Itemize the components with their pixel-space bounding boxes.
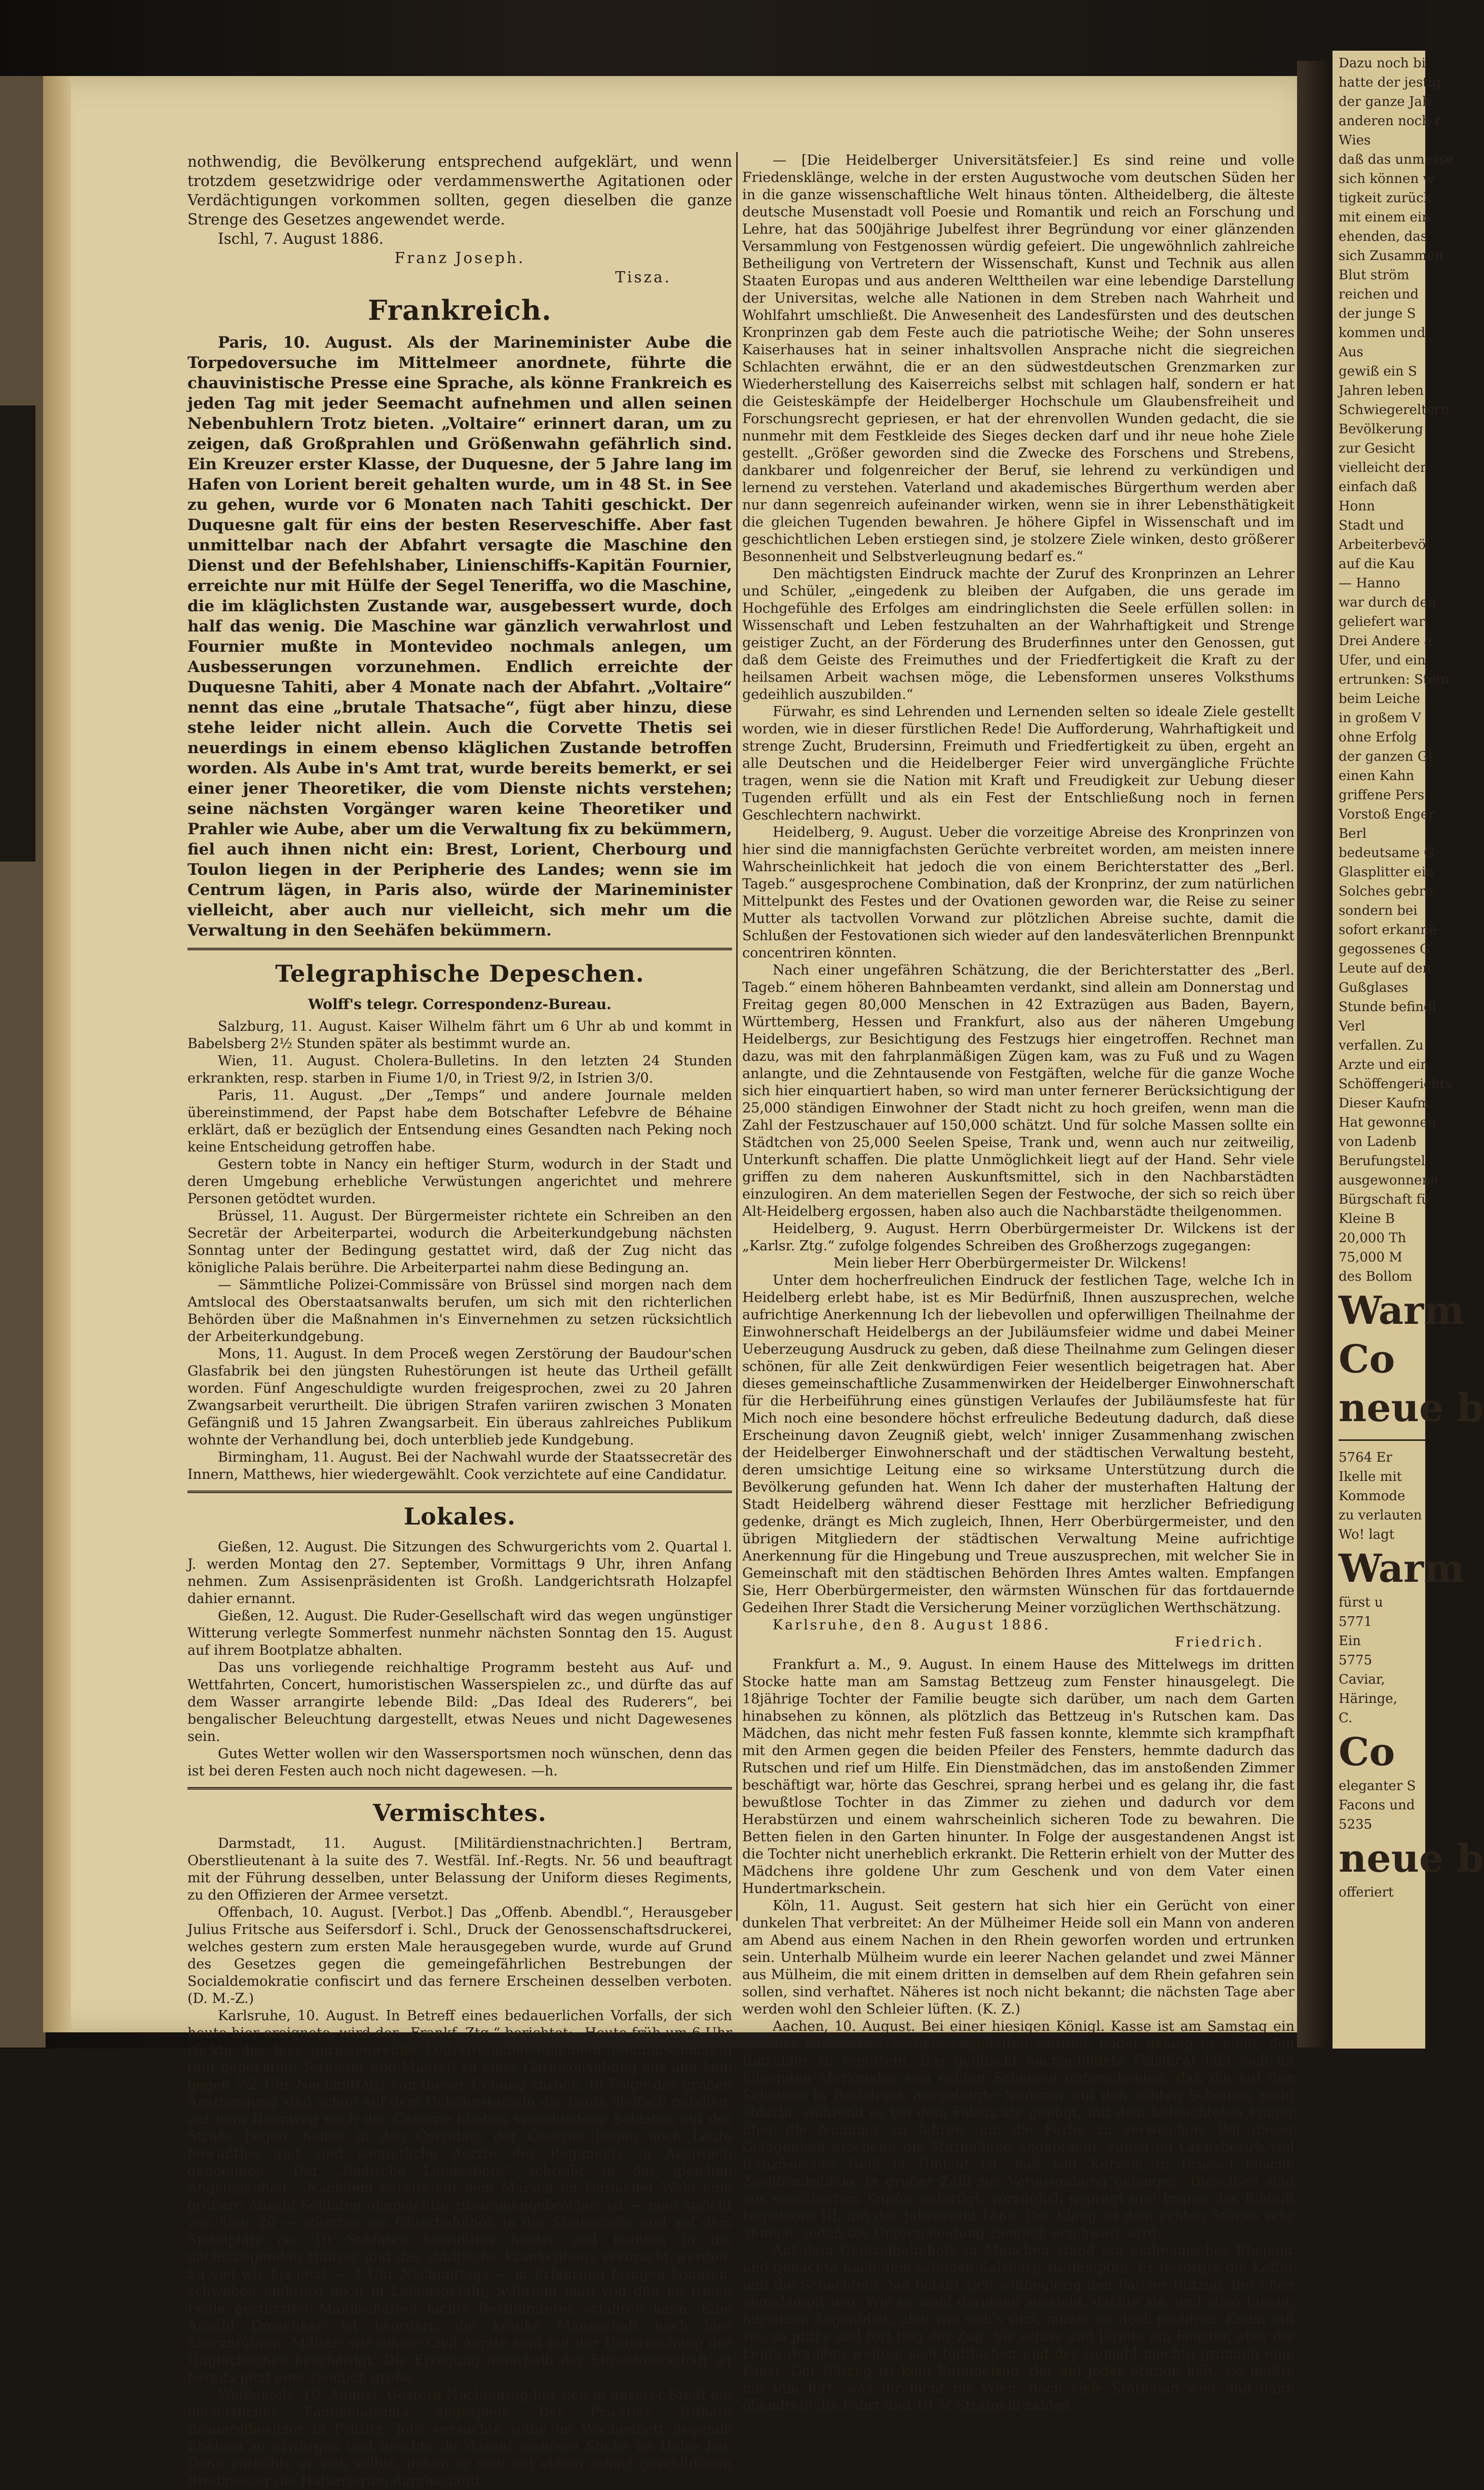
column-divider [736,152,738,1921]
adjacent-text-line: Leute auf den [1339,961,1431,976]
heidelberg-report: Heidelberg, 9. August. Ueber die vorzeitige Abreise des Kronprinzen von hier sind die mannigfachsten Gerüchte verbreitet worden, am meisten innere Wahrscheinlichkeit hat jedoch die von einem Berichterstatter des „Berl. Tageb.“ ausgesprochene Combination, daß der Kronprinz, der zum natürlichen Mittelpunkt des Festes und der Ovationen geworden war, die Reise zu seiner Mutter als tactvollen Vorwand zur plötzlichen Abreise suchte, damit die Schlußen der Festovationen sich wieder auf den landesväterlichen Brennpunkt concentriren könnten. [742,825,1295,961]
adjacent-text-line: sich Zusammen [1339,248,1443,264]
muenchen-article: Auf dem Centralbahnhofe in München stand ein einheimisches Ehepaar und gedachte nach dem schönen Salzburg zu dampfen. Er besorgte die Koffer und die Schachteln. Sie befaßt sich wißbegierig den Pariser Blitzug, der eben angedampft war. Wie es wohl darinnen aussieht, dachte sie, und stieg hinein; nur einen Augenblick, aber wie sich's sitzt, mußte sie doch probiren. Kaum saß sie, so pfiff's und fort flog der Zug. Sie schrie und lärmte am Fenster, aber die Leute draußen wollten sich todtlachen und der Gemahl machte grimmig eine Faust. Der Blitzug ist kein Bummelzug, der auf jeder Station hält; sie mußte mit ihm fort, was ihr nicht bis Wien, doch viele Stationen weit und dann obendrein die Fahrt und 10 ℳ Strafgeld zahlen. [742,2243,1295,2413]
adjacent-text-line: Co [1339,1336,1395,1382]
left-page-edge [0,76,46,2048]
adjacent-text-line: Warm [1339,1288,1465,1333]
vermischtes-item: Offenbach, 10. August. [Verbot.] Das „Offenb. Abendbl.“, Herausgeber Julius Fritsche aus Seifersdorf i. Schl., Druck der Genossenschaftsdruckerei, welches gestern zum ersten Male herausgegeben wurde, wurde auf Grund des Gesetzes gegen die gemeingefährlichen Bestrebungen der Socialdemokratie confiscirt und das fernere Erscheinen desselben verboten. (D. M.-Z.) [187,1905,732,2006]
vermischtes-item: Karlsruhe, 10. August. In Betreff eines bedauerlichen Vorfalls, der sich heute hier ereignete, wird der „Frankf. Ztg.“ berichtet: „Heute früh um 6 Uhr rückte das hier garnisonirende Leib-Grenadier-Regiment feldmarschmäßig (mit gepacktem Tornister und Mantel) zu einer Garnisonsübung aus und kam gegen ½2 Uhr Nachmittags von dieser Uebung zurück. In Folge der großen Anstrengung sind schon auf dem Uebungsterrain die Leute vielfach gefallen, auf dem Heimweg nach der Caserne blieben verschiedene Soldaten auf der Straße liegen. Selbst in den Corridors der Caserne liegen noch Leute bewußtlos und sind sämmtliche Aerzte des Regiments in Anspruch genommen.“ Der „Badische Landesbote“ schreibt in der gleichen Angelegenheit: „Nachdem bereits auf dem Marsch im Durlacher Wald eine größere Anzahl Soldaten ohnmächtig zusammengebrochen ist — man spricht von über 20 — stürzten am Güterbahnhof, in der Steinstraße und auf dem Spitalplatz ca. 10 Soldaten bewußtlos nieder und mußten in die nächstliegenden Häuser und das städtische Krankenhaus verbracht werden. So viel wir bis jetzt — 3 Uhr Nachmittags — in Erfahrung bringen konnten, schweben mehrere noch in Lebensgefahr, während man von den im freien Felde gestürzten Mannschaften nichts Bestimmteres erfahren kann. Eine Anzahl Droschken ist beordert, die kranke Mannschaft nach hier überzuführen. Militär- wie einige Civil-Aerzte sind mit der Untersuchung der Unglücklichen beschäftigt. Die Erregung innerhalb der Einwohnerschaft ist bereits jetzt eine ziemlich große. [187,2008,732,2386]
telegraph-list [187,1018,732,1483]
adjacent-text-line: Stadt und [1339,518,1404,533]
adjacent-page-fragment [1333,51,1484,2049]
heidelberg-feier-paragraph: — [Die Heidelberger Universitätsfeier.] Es sind reine und volle Friedensklänge, welche in der ersten Augustwoche vom deutschen Süden her in die ganze wissenschaftliche Welt hinaus tönten. Altheidelberg, die älteste deutsche Musenstadt voll Poesie und Romantik und reich an Forschung und Lehre, hat das 500jährige Jubelfest ihrer Begründung vor einer glänzenden Versammlung von Festgenossen würdig gefeiert. Die ungewöhnlich zahlreiche Betheiligung von Vertretern der Wissenschaft, Kunst und Technik aus allen Staaten Europas und aus anderen Welttheilen war eine lebendige Darstellung der Universitas, welche alle Nationen in dem Streben nach Wahrheit und Wohlfahrt umschließt. Die Anwesenheit des Landesfürsten und des deutschen Kronprinzen gab dem Feste auch die patriotische Weihe; der Sohn unseres Kaiserhauses hat in seiner inhaltsvollen Ansprache nicht die siegreichen Schlachten erwähnt, die er an den südwestdeutschen Grenzmarken zur Wiederherstellung des Kaiserreichs selbst mit schlagen half, sondern er hat die Geisteskämpfe der Heidelberger Hochschule um Glaubensfreiheit und Forschungsrecht gepriesen, er hat der ehrenvollen Wunden gedacht, die sie nunmehr mit dem Festkleide des Sieges decken darf und ihr neue hohe Ziele gestellt. „Größer geworden sind die Zwecke des Forschens und Strebens, dankbarer und folgenreicher der Beruf, sie lehrend zu verkündigen und lernend zu verstehen. Vaterland und akademisches Bürgerthum werden aber nur dann segenreich aufeinander wirken, wenn sie in ihrer Lebensthätigkeit die gleichen Tugenden bewahren. Je höhere Gipfel in Wissenschaft und im geschichtlichen Leben erstiegen sind, je stolzere Ziele winken, desto größerer Besonnenheit und Selbstverleugnung bedarf es.“ [742,153,1295,565]
adjacent-text-line: beim Leiche [1339,691,1420,707]
lokales-item: Gutes Wetter wollen wir den Wassersportsmen noch wünschen, denn das ist bei deren Festen auch noch nicht dagewesen. —h. [187,1746,732,1779]
adjacent-text-line: Honn [1339,499,1375,514]
adjacent-text-line: anderen noch r [1339,114,1441,129]
adjacent-rule [1339,1439,1425,1441]
telegraph-item: Gestern tobte in Nancy ein heftiger Sturm, wodurch in der Stadt und deren Umgebung erhebliche Verwüstungen angerichtet und mehrere Personen getödtet wurden. [187,1157,732,1207]
adjacent-ad-line: C. [1339,1711,1353,1726]
adjacent-text-line: Dieser Kaufm [1339,1096,1430,1111]
adjacent-text-line: von Ladenb [1339,1134,1417,1149]
adjacent-text-line: gegossenes G [1339,942,1430,957]
telegraph-item: Paris, 11. August. „Der „Temps“ und andere Journale melden übereinstimmend, der Papst habe dem Botschafter Lefebvre de Béhaine erklärt, daß er bezüglich der Entsendung eines Gesandten nach Peking noch keine Entscheidung getroffen habe. [187,1088,732,1155]
adjacent-text-line: Glasplitter ein [1339,865,1434,880]
adjacent-text-line: der ganzen Gl [1339,749,1432,764]
adjacent-text-line: Arzte und ein [1339,1057,1429,1072]
adjacent-text-line: geliefert war [1339,614,1425,629]
lokales-item: Das uns vorliegende reichhaltige Programm besteht aus Auf- und Wettfahrten, Concert, humoristischen Wasserspielen zc., und dürfte das auf dem Wasser arrangirte lebende Bild: „Das Ideal des Ruderers“, bei bengalischer Beleuchtung dargestellt, etwas Neues und nicht Dagewesenes sein. [187,1660,732,1744]
adjacent-page-text [1333,51,1484,1902]
aachen-article: Aachen, 10. August. Bei einer hiesigen Königl. Kasse ist am Samstag ein falscher Hundertmarkschein angehalten worden; leider gelang es nicht, den Einzahler zu ermitteln. Das gefälscht nachgebildete Falsificat läßt sich an folgenden Merkmalen von echten Scheinen unterscheiden, daß die auf den Scheinen in Rothdruck ausgeführte Nummer auf den echten Scheinen nicht abfärbt, während es bei dem Falsificate genügt, mit dem befeuchteten Finger über die Nummer zu fahren, um die Farbe zu verwischen. Bei dieser Gelegenheit erscheint die Mittheilung angebracht, zumal im Grenzbezirk viel französisches Geld in Umlauf ist, daß seit Kurzem in Brüssel falsche Zweifrankstücke in großer Zahl zur Verausgabung gelangen. Dieselben sind aus versilbertem Kupfer gefertigt, vorzüglich geprägt und tragen das Bildniß Napoleons III. mit der Jahreszahl 1868. Der Klang ist dem echten Stücke sehr ähnlich, sodaß die Unterscheidung ziemlich erschwert wird. [742,2019,1295,2241]
adjacent-text-line: Berufungstel [1339,1154,1425,1169]
adjacent-text-line: 75,000 M [1339,1250,1402,1265]
adjacent-text-line: Kleine B [1339,1211,1395,1227]
adjacent-ad-line: Warm [1339,1546,1465,1591]
adjacent-text-line: hatte der jestig [1339,75,1441,90]
section-rule [187,1787,732,1790]
adjacent-ad-line: eleganter S [1339,1778,1416,1794]
adjacent-text-line: war durch den [1339,595,1436,610]
section-heading-telegraph: Telegraphische Depeschen. [275,960,644,987]
adjacent-text-line: einfach daß [1339,479,1417,495]
left-column [187,152,732,2490]
adjacent-text-line: griffene Pers [1339,788,1425,803]
adjacent-ad-line: Caviar, [1339,1672,1385,1687]
adjacent-text-line: auf die Kau [1339,556,1415,572]
adjacent-ad-line: 5775 [1339,1653,1373,1668]
adjacent-text-line: Vorstoß Enger [1339,807,1435,822]
adjacent-text-line: Gußglases [1339,980,1409,995]
adjacent-text-line: Dazu noch bi [1339,56,1426,71]
adjacent-text-line: der junge S [1339,306,1416,321]
adjacent-text-line: ausgewonnene [1339,1173,1438,1188]
adjacent-text-line: Verl [1339,1019,1365,1034]
adjacent-text-line: Drei Andere a [1339,634,1432,649]
adjacent-ad-line: zu verlauten [1339,1508,1422,1523]
adjacent-text-line: sondern bei [1339,903,1418,918]
section-heading-frankreich: Frankreich. [368,294,552,326]
telegraph-item: Wien, 11. August. Cholera-Bulletins. In den letzten 24 Stunden erkrankten, resp. starben in Fiume 1/0, in Triest 9/2, in Istrien 3/0. [187,1053,732,1086]
adjacent-ad-line: 5764 Er [1339,1450,1392,1465]
adjacent-text-line: tigkeit zurück [1339,191,1432,206]
section-subheading-wolff: Wolff's telegr. Correspondenz-Bureau. [308,996,612,1013]
section-heading-lokales: Lokales. [403,1503,516,1530]
adjacent-text-line: gewiß ein S [1339,364,1417,379]
signature-tisza: Tisza. [615,269,671,286]
section-heading-vermischtes: Vermischtes. [373,1799,547,1827]
adjacent-text-line: ertrunken: Stein [1339,672,1449,687]
adjacent-ad-line: Wo! lagt [1339,1527,1395,1542]
adjacent-text-line: bedeutsame G [1339,845,1435,861]
intro-text: nothwendig, die Bevölkerung entsprechend aufgeklärt, und wenn trotzdem gesetzwidrige oder verdammenswerthe Agitationen oder Verdächtigungen vorkommen sollten, gegen dieselben die ganze Strenge des Gesetzes angewendet werde. [187,153,732,228]
adjacent-text-line: einen Kahn [1339,768,1415,784]
heidelberg-report: Nach einer ungefähren Schätzung, die der Berichterstatter des „Berl. Tageb.“ einem höheren Bahnbeamten verdankt, sind allein am Donnerstag und Freitag gegen 80,000 Menschen in 42 Extrazügen aus Baden, Bayern, Württemberg, Hessen und Frankfurt, also aus der näheren Umgebung Heidelbergs, zur Besichtigung des Festzugs hier eingetroffen. Rechnet man dazu, was mit den fahrplanmäßigen Zügen kam, was zu Fuß und zu Wagen anlangte, und die Zehntausende von Festgäften, welche für die ganze Woche sich hier einquartiert haben, so wird man unter fernerer Berücksichtigung der 25,000 ständigen Einwohner der Stadt nicht zu hoch greifen, wenn man die Zahl der Festzuschauer auf 150,000 schätzt. Und für solche Massen sollte ein Städtchen von 25,000 Seelen Speise, Trank und, wenn auch nur zeitweilig, Unterkunft schaffen. Die platte Unmöglichkeit liegt auf der Hand. Sehr viele griffen zu dem naheren Auskunftsmittel, sich in den Nachbarstädten einzulogiren. An dem materiellen Segen der Festwoche, der sich so reich über Alt-Heidelberg ergossen, haben also auch die Nachbarstädte theilgenommen. [742,962,1295,1219]
adjacent-ad-line: Co [1339,1729,1395,1774]
adjacent-text-line: des Bollom [1339,1269,1413,1284]
section-rule [187,948,732,950]
lokales-item: Gießen, 12. August. Die Sitzungen des Schwurgerichts vom 2. Quartal l. J. werden Montag den 27. September, Vormittags 9 Uhr, ihren Anfang nehmen. Zum Assisenpräsidenten ist Großh. Landgerichtsrath Holzapfel dahier ernannt. [187,1539,732,1607]
letter-signature: Friedrich. [1174,1634,1264,1650]
adjacent-text-line: ehenden, das [1339,229,1428,244]
adjacent-ad-line: Ikelle mit [1339,1469,1402,1484]
adjacent-text-line: Schwiegereltern [1339,402,1450,418]
adjacent-text-line: ohne Erfolg [1339,730,1417,745]
letter-body: Unter dem hocherfreulichen Eindruck der festlichen Tage, welche Ich in Heidelberg erlebt habe, ist es Mir Bedürfniß, Ihnen auszusprechen, welche aufrichtige Anerkennung Ich der liebevollen und opferwilligen Theilnahme der Einwohnerschaft Heidelbergs an der Jubiläumsfeier widme und dabei Meiner Ueberzeugung Ausdruck zu geben, daß diese Theilnahme zum Gelingen dieser schönen, für alle Zeit denkwürdigen Feier wesentlich beigetragen hat. Aber dieses gemeinschaftliche Zusammenwirken der Heidelberger Einwohnerschaft für die Herbeiführung eines günstigen Verlaufes der Jubiläumsfeste hat für Mich noch eine besondere höchst erfreuliche Bedeutung dadurch, daß diese Erscheinung davon Zeugniß giebt, welch' inniger Zusammenhang zwischen der Heidelberger Einwohnerschaft und der städtischen Verwaltung besteht, deren umsichtige Leitung eine so wirksame Unterstützung durch die Bevölkerung gefunden hat. Wenn Ich daher der musterhaften Haltung der Stadt Heidelberg während dieser Festtage mit herzlicher Befriedigung gedenke, drängt es Mich zugleich, Ihnen, Herr Oberbürgermeister, und den übrigen Mitgliedern der städtischen Verwaltung Meine aufrichtige Anerkennung für die Hingebung und Treue auszusprechen, mit welcher Sie in Gemeinschaft mit den städtischen Behörden Ihres Amtes walten. Empfangen Sie, Herr Oberbürgermeister, den wärmsten Wünschen für das fortdauernde Gedeihen Ihrer Stadt die Versicherung Meiner vorzüglichen Werthschätzung. [742,1273,1295,1616]
adjacent-text-line: verfallen. Zu [1339,1038,1424,1053]
adjacent-text-line: Wies [1339,133,1371,148]
adjacent-text-line: — Hanno [1339,576,1400,591]
telegraph-item: Brüssel, 11. August. Der Bürgermeister richtete ein Schreiben an den Secretär der Arbeiterpartei, wodurch die Arbeiterkundgebung nächsten Sonntag unter der Bedingung gestattet wird, daß der Zug nicht das königliche Palais berühre. Die Arbeiterpartei nahm diese Bedingung an. [187,1208,732,1276]
signature-emperor: Franz Joseph. [394,249,525,267]
adjacent-text-line: sich können w [1339,171,1434,187]
frankfurt-article: Frankfurt a. M., 9. August. In einem Hause des Mittelwegs im dritten Stocke hatte man am Samstag Bettzeug zum Fenster hinausgelegt. Die 18jährige Tochter der Familie beugte sich darüber, um nach dem Garten hinabsehen zu können, als plötzlich das Bettzeug in's Rutschen kam. Das Mädchen, das nicht mehr festen Fuß fassen konnte, klemmte sich krampfhaft mit den Armen gegen die beiden Pfeiler des Fensters, hemmte dadurch das Rutschen und rief um Hilfe. Ein Dienstmädchen, das im anstoßenden Zimmer beschäftigt war, hörte das Geschrei, sprang herbei und es gelang ihr, die fast bewußtlose Tochter in das Zimmer zu ziehen und dadurch vor dem Herabstürzen und einem wahrscheinlich sicheren Tode zu bewahren. Die Betten fielen in den Garten hinunter. In Folge der ausgestandenen Angst ist die Tochter nicht unerheblich erkrankt. Die Retterin erhielt von der Mutter des Mädchens ihre goldene Uhr zum Geschenk und von dem Vater einen Hundertmarkschein. [742,1657,1295,1897]
adjacent-ad-line: Kommode [1339,1489,1405,1504]
left-page-damage [0,405,35,862]
adjacent-ad-line: 5771 [1339,1614,1373,1629]
heidelberg-feier-paragraph: Fürwahr, es sind Lehrenden und Lernenden selten so ideale Ziele gestellt worden, wie in dieser fürstlichen Rede! Die Aufforderung, Wahrhaftigkeit und strenge Zucht, Brudersinn, Freimuth und Friedfertigkeit zu üben, ergeht an alle Deutschen und die Heidelberger Feier wird unvergängliche Früchte tragen, wenn sie die Nation mit Kraft und Freudigkeit zur Uebung dieser Tugenden erfüllt und als ein Fest der Entschließung noch in fernen Geschlechtern nachwirkt. [742,704,1295,823]
vermischtes-item: Weißenfels, 10. August. Gestern Nachmittag hat sich in unserer Stadt ein entsetzliches Familiendrama abgespielt. Der Privatier, frühere Brauereibesitzer in Prittitz, Jehr versuchte seine im Wochenbett liegende Ehefrau zu erwürgen und brachte ihr darauf mehrere Stiche im Halse bei. Dann entleibte er sich selbst, indem er sich mit einem scharf geschliffenen Brodmesser die Halsarterien durchschnitt. [187,2387,732,2489]
adjacent-text-line: Solches gebro [1339,884,1433,899]
adjacent-text-line: vielleicht der [1339,460,1427,475]
place-date: Ischl, 7. August 1886. [218,230,384,247]
vermischtes-item: Darmstadt, 11. August. [Militärdienstnachrichten.] Bertram, Oberstlieutenant à la suite des 7. Westfäl. Inf.-Regts. Nr. 56 und beauftragt mit der Führung desselben, unter Belassung der Uniform dieses Regiments, zu den Offizieren der Armee versetzt. [187,1836,732,1903]
right-column [742,152,1295,2414]
adjacent-ad-line: 5235 [1339,1817,1373,1832]
adjacent-text-line: sofort erkanne [1339,922,1437,938]
adjacent-text-line: Bürgschaft fü [1339,1192,1430,1207]
koeln-article: Köln, 11. August. Seit gestern hat sich hier ein Gerücht von einer dunkelen That verbreitet: An der Mülheimer Heide soll ein Mann von anderen am Abend aus einem Nachen in den Rhein geworfen worden und ertrunken sein. Unterhalb Mülheim wurde ein leerer Nachen gelandet und zwei Männer aus Mülheim, die mit einem dritten in demselben auf dem Rhein gefahren sein sollen, sind verhaftet. Näheres ist noch nicht bekannt; die nächsten Tage aber werden wohl den Schleier lüften. (K. Z.) [742,1898,1295,2017]
adjacent-text-line: Stunde befindl [1339,999,1437,1015]
telegraph-item: Mons, 11. August. In dem Proceß wegen Zerstörung der Baudour'schen Glasfabrik bei den jüngsten Ruhestörungen ist heute das Urtheil gefällt worden. Fünf Angeschuldigte wurden freigesprochen, zwei zu 20 Jahren Zwangsarbeit verurtheilt. Die übrigen Strafen variiren zwischen 3 Monaten Gefängniß und 15 Jahren Zwangsarbeit. Ein überaus zahlreiches Publikum wohnte der Verhandlung bei, doch unterblieb jede Kundgebung. [187,1346,732,1448]
adjacent-text-line: Berl [1339,826,1367,841]
adjacent-text-line: neue b [1339,1385,1484,1430]
lokales-item: Gießen, 12. August. Die Ruder-Gesellschaft wird das wegen ungünstiger Witterung verlegte Sommerfest nunmehr nächsten Sonntag den 15. August auf ihrem Bootplatze abhalten. [187,1608,732,1658]
adjacent-text-line: in großem V [1339,711,1421,726]
adjacent-ad-line: neue b [1339,1836,1484,1881]
adjacent-text-line: mit einem ein [1339,210,1430,225]
letter-place-date: Karlsruhe, den 8. August 1886. [773,1617,1051,1633]
adjacent-text-line: Schöffengerichts [1339,1076,1452,1092]
adjacent-ad-line: Ein [1339,1633,1361,1649]
telegraph-item: Birmingham, 11. August. Bei der Nachwahl wurde der Staatssecretär des Innern, Matthews, hier wiedergewählt. Cook verzichtete auf eine Candidatur. [187,1450,732,1482]
heidelberg-feier-paragraph: Den mächtigsten Eindruck machte der Zuruf des Kronprinzen an Lehrer und Schüler, „eingedenk zu bleiben der Aufgaben, die uns gerade im Hochgefühle des Erfolges am eindringlichsten die Seele erfüllen sollen: in Wissenschaft und Leben festzuhalten an der Wahrhaftigkeit und Strenge geistiger Zucht, an der Förderung des Bruderfinnes unter den Genossen, gut daß dem Geiste des Freimuthes und der Friedfertigkeit die Kraft zu der heilsamen Arbeit wachsen möge, die Lebensformen unseres Volksthums gedeihlich auszubilden.“ [742,566,1295,702]
telegraph-item: Salzburg, 11. August. Kaiser Wilhelm fährt um 6 Uhr ab und kommt in Babelsberg 2½ Stunden später als bestimmt wurde an. [187,1019,732,1052]
adjacent-ad-line: Facons und [1339,1798,1415,1813]
adjacent-text-line: zur Gesicht [1339,441,1415,456]
letter-salutation: Mein lieber Herr Oberbürgermeister Dr. Wilckens! [833,1255,1187,1271]
adjacent-text-line: Jahren leben [1339,383,1424,398]
adjacent-ad-line: fürst u [1339,1595,1383,1610]
telegraph-item: — Sämmtliche Polizei-Commissäre von Brüssel sind morgen nach dem Amtslocal des Oberstaatsanwalts berufen, um sich mit den richterlichen Behörden über die Maßnahmen in's Einvernehmen zu setzen rücksichtlich der Arbeiterkundgebung. [187,1277,732,1345]
vermischtes-list [187,1835,732,2490]
adjacent-text-line: Aus [1339,345,1363,360]
adjacent-text-line: 20,000 Th [1339,1231,1406,1246]
adjacent-text-line: Ufer, und ein [1339,653,1426,668]
lokales-list [187,1539,732,1780]
adjacent-text-line: Arbeiterbevöl [1339,537,1430,552]
adjacent-text-line: kommen und [1339,325,1426,341]
adjacent-text-line: Blut ström [1339,268,1410,283]
adjacent-ad-line: Häringe, [1339,1691,1397,1706]
section-rule [187,1491,732,1493]
frankreich-article: Paris, 10. August. Als der Marineminister Aube die Torpedoversuche im Mittelmeer anordnete, führte die chauvinistische Presse eine Sprache, als könne Frankreich es jeden Tag mit jeder Seemacht aufnehmen und allen seinen Nebenbuhlern Trotz bieten. „Voltaire“ erinnert daran, um zu zeigen, daß Großprahlen und Größenwahn gefährlich sind. Ein Kreuzer erster Klasse, der Duquesne, der 5 Jahre lang im Hafen von Lorient bereit gehalten wurde, um in 48 St. in See zu gehen, wurde vor 6 Monaten nach Tahiti geschickt. Der Duquesne galt für eins der besten Reserveschiffe. Aber fast unmittelbar nach der Abfahrt versagte die Maschine den Dienst und der Befehlshaber, Linienschiffs-Kapitän Fournier, erreichte nur mit Hülfe der Segel Teneriffa, wo die Maschine, die im kläglichsten Zustande war, ausgebessert wurde, doch half das wenig. Die Maschine war gänzlich verwahrlost und Fournier mußte in Montevideo nochmals anlegen, um Ausbesserungen vorzunehmen. Endlich erreichte der Duquesne Tahiti, aber 4 Monate nach der Abfahrt. „Voltaire“ nennt das eine „brutale Thatsache“, fügt aber hinzu, diese stehe leider nicht allein. Auch die Corvette Thetis sei neuerdings in einem ebenso kläglichen Zustande betroffen worden. Als Aube in's Amt trat, wurde bereits bemerkt, er sei einer jener Theoretiker, die vom Dienste nichts verstehen; seine nächsten Vorgänger waren keine Theoretiker und Prahler wie Aube, aber um die Verwaltung fix zu bekümmern, fiel auch ihnen nicht ein: Brest, Lorient, Cherbourg und Toulon liegen in der Peripherie des Landes; wenn sie im Centrum lägen, in Paris also, würde der Marineminister vielleicht, aber auch nur vielleicht, sich mehr um die Verwaltung in den Seehäfen bekümmern. [187,333,732,940]
adjacent-text-line: Bevölkerung [1339,422,1423,437]
adjacent-text-line: reichen und [1339,287,1419,302]
page-fold-shadow [43,76,71,2032]
adjacent-text-line: Hat gewonnen [1339,1115,1436,1130]
adjacent-text-line: daß das unmesse [1339,152,1454,167]
heidelberg-report: Heidelberg, 9. August. Herrn Oberbürgermeister Dr. Wilckens ist der „Karlsr. Ztg.“ zufolge folgendes Schreiben des Großherzogs zugegangen: [742,1221,1295,1254]
adjacent-text-line: der ganze Jah [1339,94,1431,109]
adjacent-ad-line: offeriert [1339,1885,1394,1900]
